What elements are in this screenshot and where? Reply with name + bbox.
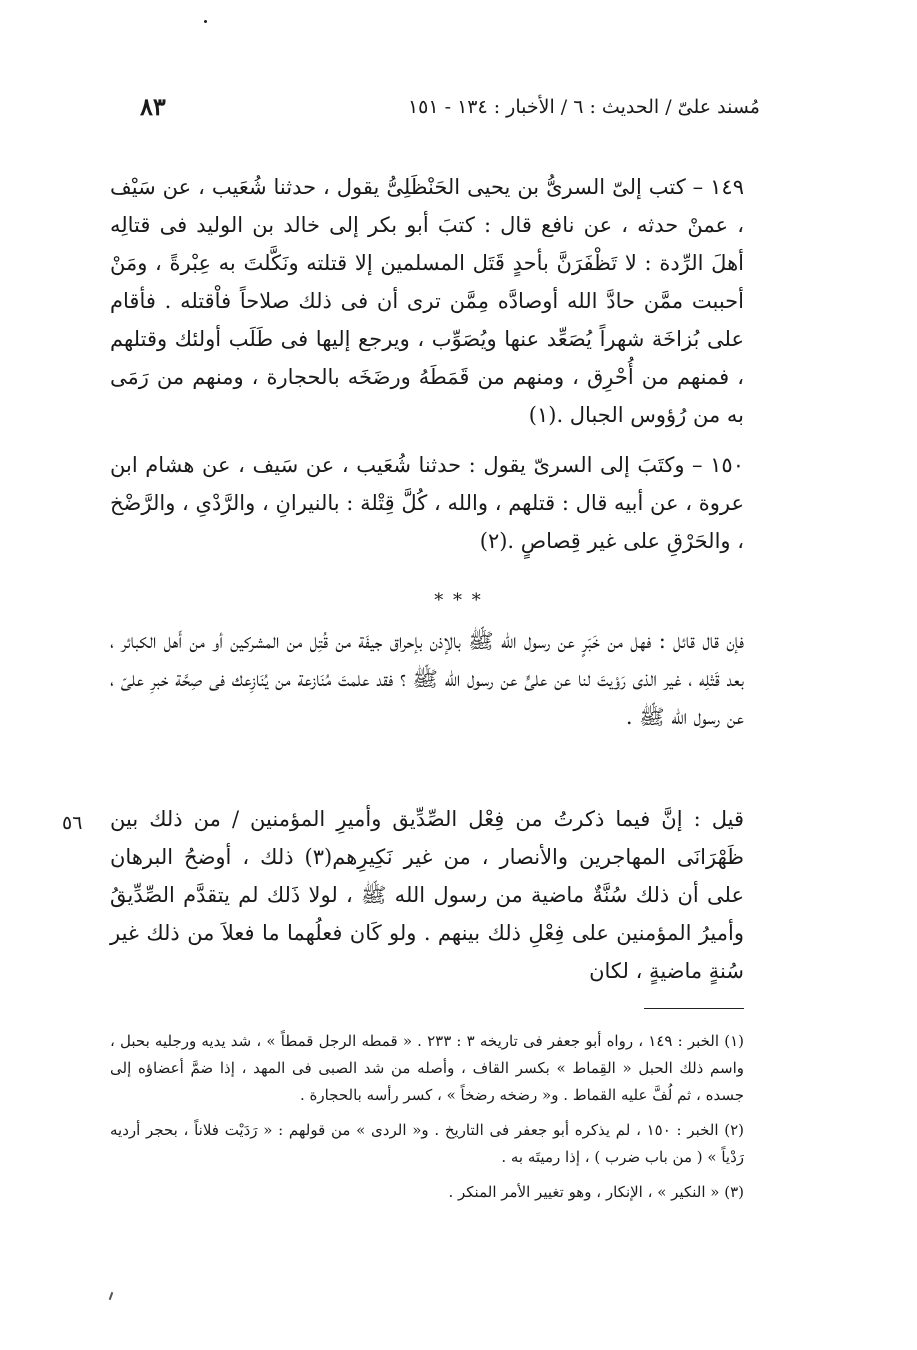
objection-paragraph: [110, 622, 744, 736]
section-separator: * * *: [434, 590, 483, 611]
footnote-divider: [644, 1008, 744, 1009]
running-title: مُسند علىّ / الحديث : ٦ / الأخبار : ١٣٤ - ١٥١: [407, 96, 760, 118]
scan-mark: [109, 1292, 114, 1300]
footnotes: [110, 1028, 744, 1214]
page-number: ٨٣: [140, 92, 166, 121]
margin-page-reference: ٥٦: [62, 812, 83, 834]
page-header: [140, 92, 760, 126]
hadith-149-text: ١٤٩ – كتب إلىّ السرىُّ بن يحيى الحَنْظَلِىُّ يقول ، حدثنا شُعَيب ، عن سَيْف ، عمنْ حدثه ، عن نافع قال : كتبَ أبو بكر إلى خالد بن الوليد فى قتالِه أهلَ الرِّدة : لا تَظْفَرَنَّ بأحدٍ قَتَل المسلمين إلا قتلته ونَكَّلتَ به عِبْرةً ، ومَنْ أحببت ممَّن حادَّ الله أوصادَّه مِمَّن ترى أن فى ذلك صلاحاً فاْقتله . فأقام على بُزاخَة شهراً يُصَعِّد عنها ويُصَوِّب ، ويرجع إليها فى طَلَب أولئك وقتلهم ، فمنهم من أُحْرِق ، ومنهم من قَمَطَهُ ورضَخَه بالحجارة ، ومنهم من رَمَى به من رُؤوس الجبال .(١): [110, 175, 744, 427]
hadith-149-paragraph: [110, 168, 744, 434]
objection-text: فإن قال قائل : فهل من خَبَرٍ عن رسول الله ﷺ بالإذن بإحراق جيفَة من قُتِل من المشركين أو من أَهل الكبائر ، بعد قَتْلِه ، غير الذى رَوْيتَ لنا عن علىٍّ عن رسول الله ﷺ ؟ فقد علمتَ مُنَازعة من يُنَازِعك فى صِحَّة خبرِ علىّ ، عن رسول الله ﷺ .: [110, 629, 744, 729]
footnote-3: (٣) « النكير » ، الإنكار ، وهو تغيير الأمر المنكر .: [448, 1183, 744, 1201]
footnote-1: (١) الخبر : ١٤٩ ، رواه أبو جعفر فى تاريخه ٣ : ٢٣٣ . « قمطه الرجل قمطاً » ، شد يديه ورجليه بحبل ، واسم ذلك الحبل « القِماط » بكسر القاف ، وأصله من شد الصبى فى المهد ، إذا ضمَّ أعضاؤه إلى جسده ، ثم لُفَّ عليه القماط . و« رضخه رضخاً » ، كسر رأسه بالحجارة .: [110, 1032, 744, 1104]
footnote-2: (٢) الخبر : ١٥٠ ، لم يذكره أبو جعفر فى التاريخ . و« الردى » من قولهم : « رَدَيْت فلاناً ، بحجر أرديه رَدْياً » ( من باب ضرب ) ، إذا رميتَه به .: [110, 1121, 744, 1166]
answer-paragraph: [110, 800, 744, 990]
hadith-150-paragraph: [110, 446, 744, 560]
answer-text: قيل : إنَّ فيما ذكرتُ من فِعْل الصِّدِّيق وأميرِ المؤمنين / من ذلك بين ظَهْرَانَى المهاجرين والأنصار ، من غير نَكِيرِهم(٣) ذلك ، أوضحُ البرهان على أن ذلك سُنَّةٌ ماضية من رسول الله ﷺ ، لولا ذَلك لم يتقدَّم الصِّدِّيقُ وأميرُ المؤمنين على فِعْلِ ذلك بينهم . ولو كَان فعلُهما ما فعلاَ من ذلك غير سُنةٍ ماضيةٍ ، لكان: [110, 807, 744, 983]
scan-dot: [204, 20, 207, 23]
hadith-150-text: ١٥٠ – وكتَبَ إلى السرىّ يقول : حدثنا شُعَيب ، عن سَيف ، عن هشام ابن عروة ، عن أبيه قال : قتلهم ، والله ، كُلَّ قِتْلة : بالنيرانِ ، والرَّدْىِ ، والرَّضْخ ، والحَرْقِ على غير قِصاصٍ .(٢): [110, 453, 744, 553]
